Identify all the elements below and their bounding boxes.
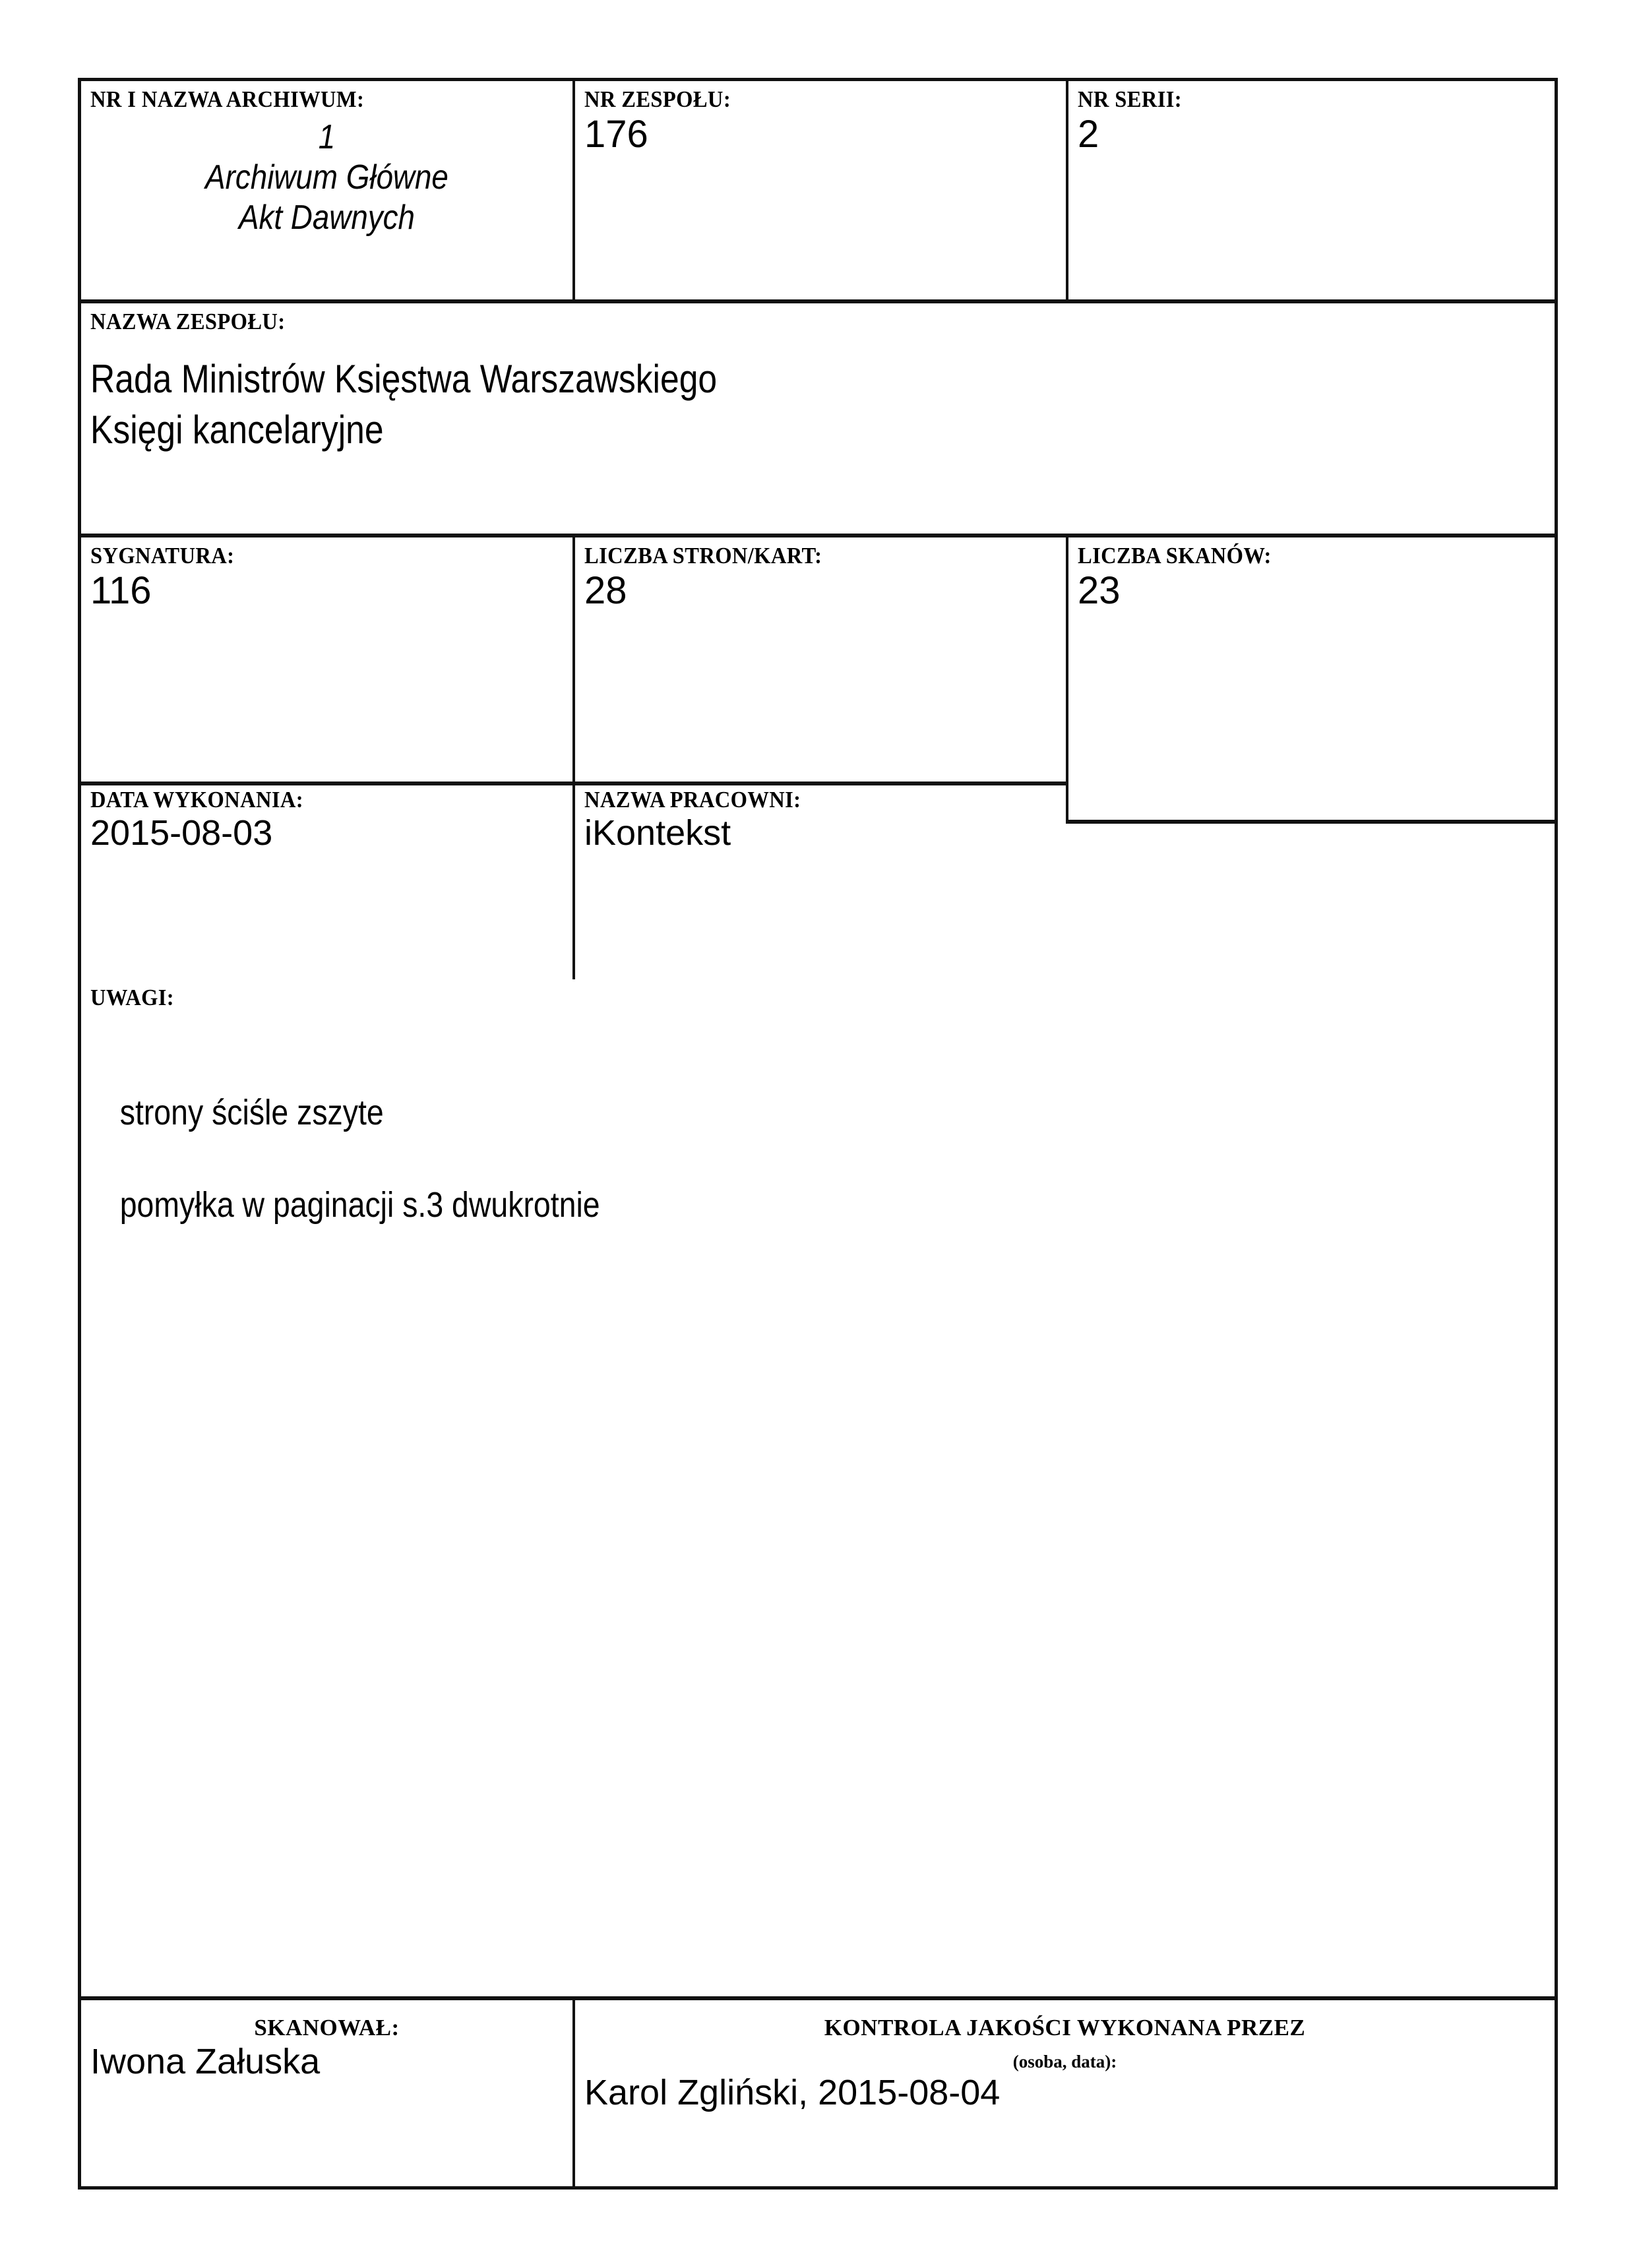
cell-notes	[81, 979, 1555, 1996]
notes-line-1: strony ściśle zszyte	[119, 1092, 384, 1132]
fonds-name-label: NAZWA ZESPOŁU:	[90, 309, 286, 334]
archive-name-line-1: Archiwum Główne	[205, 158, 448, 197]
scans-count-value: 23	[1078, 568, 1121, 612]
fonds-name-value	[90, 354, 1342, 456]
table-row-notes	[81, 979, 1555, 2000]
scanned-by-label: SKANOWAŁ:	[254, 2015, 400, 2040]
table-row-unit-counts	[81, 537, 1555, 782]
series-number-label: NR SERII:	[1078, 86, 1182, 112]
pages-count-value: 28	[584, 568, 627, 612]
notes-body	[90, 1092, 1342, 1225]
cell-production-date	[81, 782, 572, 979]
cell-signature	[81, 537, 572, 782]
signature-value: 116	[90, 568, 152, 612]
studio-name-value: iKontekst	[584, 812, 731, 853]
archive-label: NR I NAZWA ARCHIWUM:	[90, 86, 365, 112]
table-row-footer	[81, 2000, 1555, 2186]
cell-quality-control	[572, 2000, 1555, 2186]
quality-control-value: Karol Zgliński, 2015-08-04	[584, 2073, 1001, 2112]
cell-archive	[81, 81, 572, 299]
studio-name-label: NAZWA PRACOWNI:	[584, 787, 801, 812]
archive-number: 1	[318, 117, 336, 156]
cell-studio-name	[572, 782, 1555, 979]
scan-card-table	[78, 78, 1558, 2190]
fonds-name-line-1: Rada Ministrów Księstwa Warszawskiego	[90, 356, 718, 401]
scanned-by-value: Iwona Załuska	[90, 2042, 321, 2081]
table-row-fonds-name	[81, 303, 1555, 537]
cell-scanned-by	[81, 2000, 572, 2186]
production-date-value: 2015-08-03	[90, 812, 273, 853]
archive-name-line-2: Akt Dawnych	[238, 199, 416, 237]
cell-fonds-number	[572, 81, 1066, 299]
production-date-label: DATA WYKONANIA:	[90, 787, 303, 812]
cell-pages-count	[572, 537, 1066, 782]
series-number-value: 2	[1078, 112, 1099, 156]
cell-fonds-name	[81, 303, 1555, 534]
quality-control-label: KONTROLA JAKOŚCI WYKONANA PRZEZ	[824, 2015, 1306, 2040]
table-row-production	[81, 782, 1555, 979]
notes-line-2: pomyłka w paginacji s.3 dwukrotnie	[119, 1184, 600, 1225]
fonds-number-label: NR ZESPOŁU:	[584, 86, 731, 112]
archive-value	[119, 117, 535, 239]
notes-label: UWAGI:	[90, 985, 175, 1010]
pages-count-label: LICZBA STRON/KART:	[584, 543, 822, 568]
cell-series-number	[1066, 81, 1555, 299]
cell-scans-count	[1066, 537, 1555, 782]
quality-control-sublabel: (osoba, data):	[1012, 2052, 1117, 2071]
table-row-archive-header	[81, 81, 1555, 303]
signature-label: SYGNATURA:	[90, 543, 235, 568]
scans-count-label: LICZBA SKANÓW:	[1078, 543, 1272, 568]
fonds-name-line-2: Księgi kancelaryjne	[90, 407, 384, 452]
fonds-number-value: 176	[584, 112, 648, 156]
